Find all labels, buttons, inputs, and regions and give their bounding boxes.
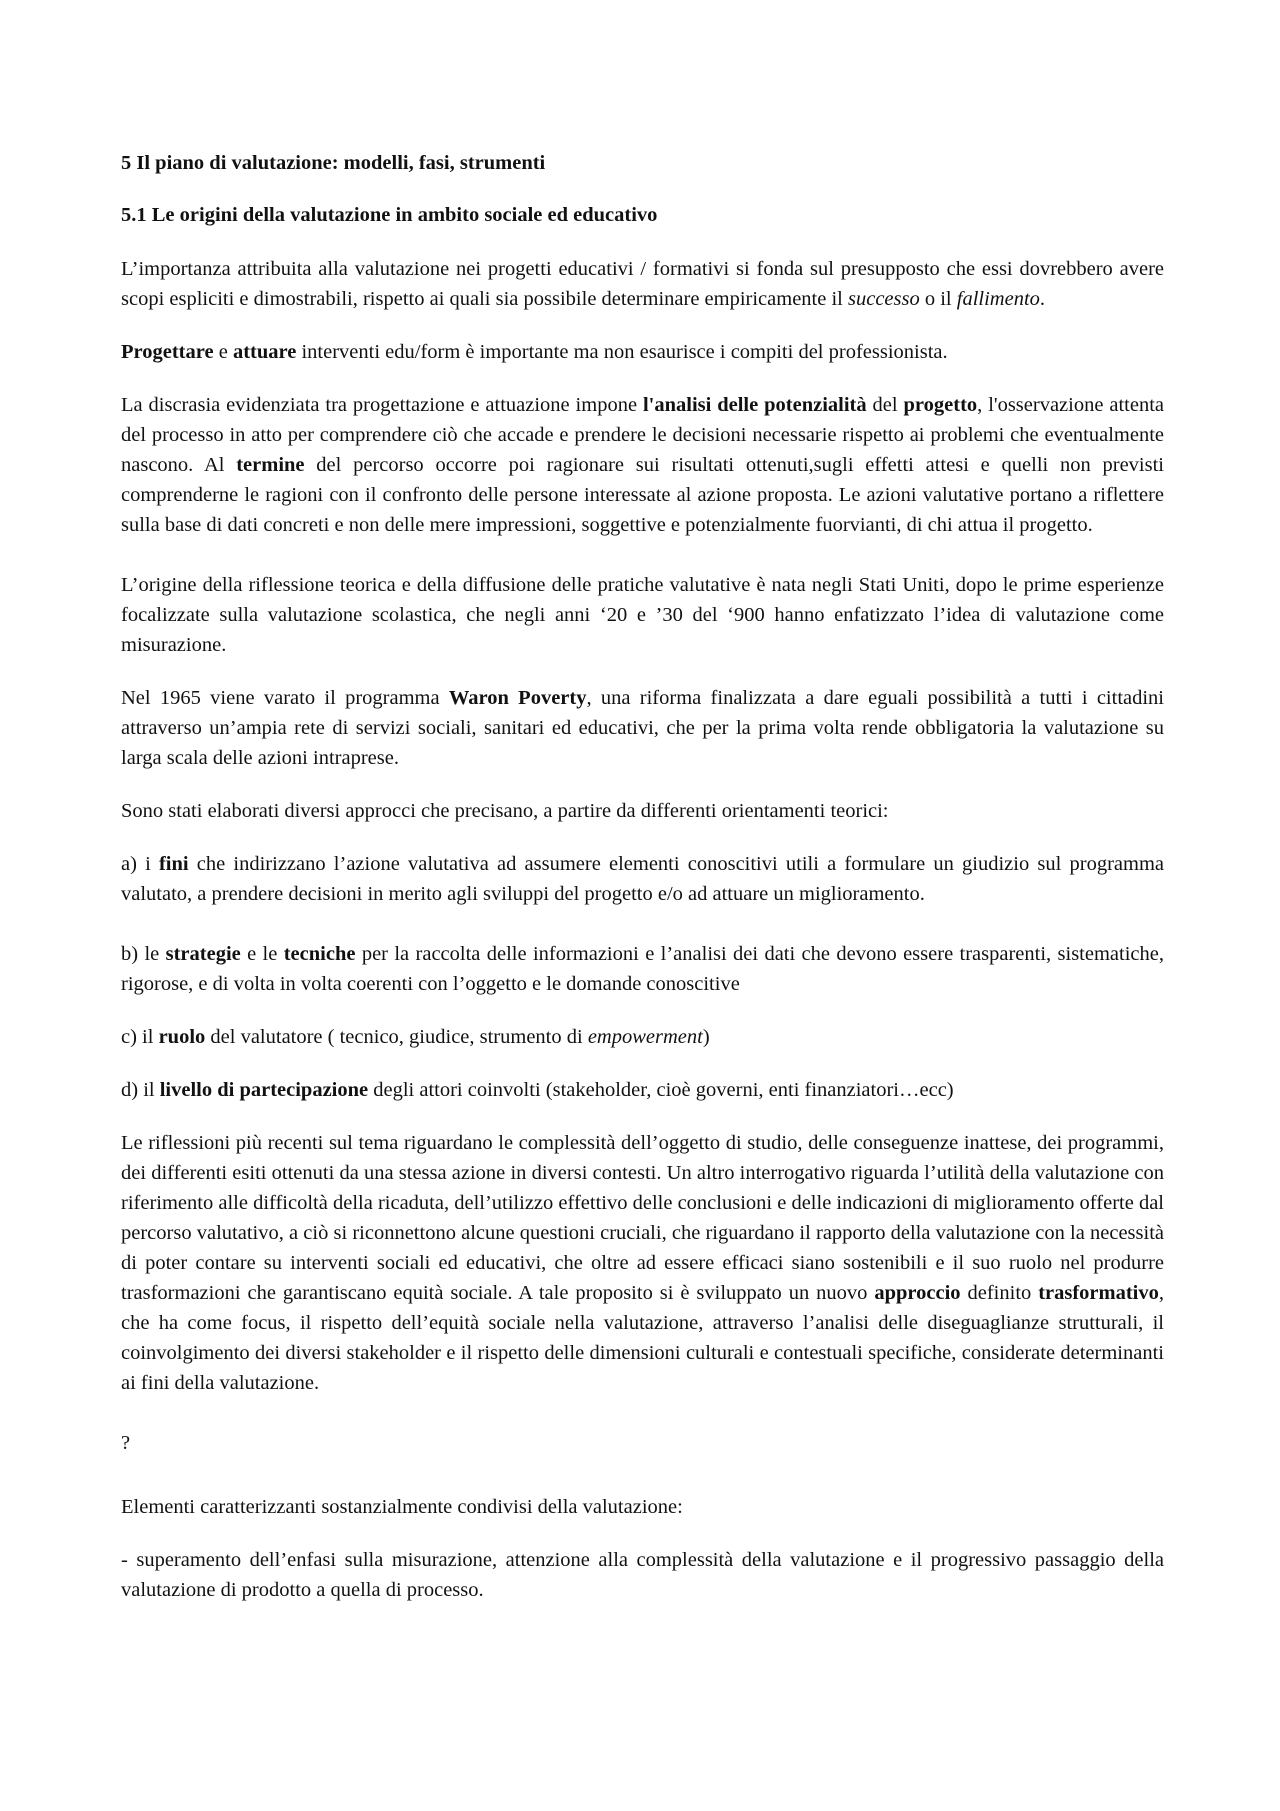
text: c) il bbox=[121, 1026, 159, 1048]
text: del bbox=[866, 394, 904, 416]
text: L’importanza attribuita alla valutazione nei progetti educativi / formativi si fonda sul presupposto che essi dovrebbero avere scopi espliciti e dimostrabili, rispetto ai quali sia possibile determinare empiricamente il bbox=[121, 258, 1164, 310]
bold-end: termine bbox=[236, 454, 305, 476]
paragraph-recent-reflections bbox=[121, 1128, 1164, 1398]
bold-potential-analysis: l'analisi delle potenzialità bbox=[642, 394, 867, 416]
document-page bbox=[121, 148, 1164, 1628]
bold-project: progetto bbox=[903, 394, 978, 416]
list-item-a bbox=[121, 849, 1164, 909]
bold-implement: attuare bbox=[232, 341, 297, 363]
text: La discrasia evidenziata tra progettazione e attuazione impone bbox=[121, 394, 643, 416]
bold-design: Progettare bbox=[121, 341, 214, 363]
bold-role: ruolo bbox=[158, 1026, 206, 1048]
bold-participation-level: livello di partecipazione bbox=[159, 1079, 369, 1101]
bold-strategies: strategie bbox=[165, 943, 241, 965]
text: degli attori coinvolti (stakeholder, cioè governi, enti finanziatori…ecc) bbox=[368, 1079, 954, 1101]
text: Le riflessioni più recenti sul tema riguardano le complessità dell’oggetto di studio, delle conseguenze inattese, dei programmi, dei differenti esiti ottenuti da una stessa azione in diversi contesti. Un altro interrogativo riguarda l’utilità della valutazione con riferimento alle difficoltà della ricaduta, dell’utilizzo effettivo delle conclusioni e delle indicazioni di miglioramento offerte dal percorso valutativo, a ciò si riconnettono alcune questioni cruciali, che riguardano il rapporto della valutazione con la necessità di poter contare su interventi sociali ed educativi, che oltre ad essere efficaci siano sostenibili e il suo ruolo nel produrre trasformazioni che garantiscano equità sociale. A tale proposito si è sviluppato un nuovo bbox=[121, 1132, 1164, 1304]
italic-failure: fallimento bbox=[956, 288, 1040, 310]
bold-approach: approccio bbox=[874, 1282, 961, 1304]
paragraph-discrepancy bbox=[121, 390, 1164, 540]
text: d) il bbox=[121, 1079, 160, 1101]
italic-success: successo bbox=[848, 288, 920, 310]
bold-techniques: tecniche bbox=[283, 943, 356, 965]
text: a) i bbox=[121, 853, 159, 875]
bold-aims: fini bbox=[158, 853, 189, 875]
text: Nel 1965 viene varato il programma bbox=[121, 687, 449, 709]
text: e bbox=[213, 341, 233, 363]
paragraph-overcoming-measurement: - superamento dell’enfasi sulla misurazione, attenzione alla complessità della valutazione e il progressivo passaggio della valutazione di prodotto a quella di processo. bbox=[121, 1549, 1164, 1601]
text: ) bbox=[702, 1026, 710, 1048]
bold-program-name: Waron Poverty bbox=[448, 687, 587, 709]
bold-transformative: trasformativo bbox=[1038, 1282, 1159, 1304]
paragraph-design-implement bbox=[121, 337, 1164, 367]
text: . bbox=[1039, 288, 1046, 310]
paragraph-war-on-poverty bbox=[121, 683, 1164, 773]
list-item-d bbox=[121, 1075, 1164, 1105]
text: , che ha come focus, il rispetto dell’equità sociale nella valutazione, attraverso l’analisi delle diseguaglianze strutturali, il coinvolgimento dei diversi stakeholder e il rispetto delle dimensioni culturali e contestuali specifiche, considerate determinanti ai fini della valutazione. bbox=[121, 1282, 1165, 1394]
text: o il bbox=[919, 288, 957, 310]
text: che indirizzano l’azione valutativa ad assumere elementi conoscitivi utili a formulare un giudizio sul programma valutato, a prendere decisioni in merito agli sviluppi del progetto e/o ad attuare un miglioramento. bbox=[121, 853, 1164, 905]
text: e le bbox=[240, 943, 284, 965]
text: per la raccolta delle informazioni e l’analisi dei dati che devono essere trasparenti, sistematiche, rigorose, e di volta in volta coerenti con l’oggetto e le domande conoscitive bbox=[121, 943, 1164, 995]
text: del valutatore ( tecnico, giudice, strumento di bbox=[205, 1026, 588, 1048]
list-item-c bbox=[121, 1022, 1164, 1052]
text: interventi edu/form è importante ma non esaurisce i compiti del professionista. bbox=[296, 341, 948, 363]
paragraph-shared-elements: Elementi caratterizzanti sostanzialmente condivisi della valutazione: bbox=[121, 1496, 683, 1518]
text: , l'osservazione attenta del processo in atto per comprendere ciò che accade e prendere le decisioni necessarie rispetto ai problemi che eventualmente nascono. Al bbox=[121, 394, 1164, 476]
text: del percorso occorre poi ragionare sui risultati ottenuti,sugli effetti attesi e quelli non previsti comprenderne le ragioni con il confronto delle persone interessate al azione proposta. Le azioni valutative portano a riflettere sulla base di dati concreti e non delle mere impressioni, soggettive e potenzialmente fuorvianti, di chi attua il progetto. bbox=[121, 454, 1165, 536]
list-item-b bbox=[121, 939, 1164, 999]
italic-empowerment: empowerment bbox=[587, 1026, 703, 1048]
question-mark: ? bbox=[121, 1432, 131, 1454]
section-heading: 5 Il piano di valutazione: modelli, fasi, strumenti bbox=[121, 152, 546, 174]
paragraph-origin: L’origine della riflessione teorica e della diffusione delle pratiche valutative è nata negli Stati Uniti, dopo le prime esperienze focalizzate sulla valutazione scolastica, che negli anni ‘20 e ’30 del ‘900 hanno enfatizzato l’idea di valutazione come misurazione. bbox=[121, 574, 1164, 656]
paragraph-approaches: Sono stati elaborati diversi approcci che precisano, a partire da differenti orientamenti teorici: bbox=[121, 800, 889, 822]
text: b) le bbox=[121, 943, 166, 965]
text: , una riforma finalizzata a dare eguali possibilità a tutti i cittadini attraverso un’ampia rete di servizi sociali, sanitari ed educativi, che per la prima volta rende obbligatoria la valutazione su larga scala delle azioni intraprese. bbox=[121, 687, 1164, 769]
paragraph-importance bbox=[121, 254, 1164, 314]
text: definito bbox=[960, 1282, 1039, 1304]
subsection-heading: 5.1 Le origini della valutazione in ambito sociale ed educativo bbox=[121, 204, 658, 226]
